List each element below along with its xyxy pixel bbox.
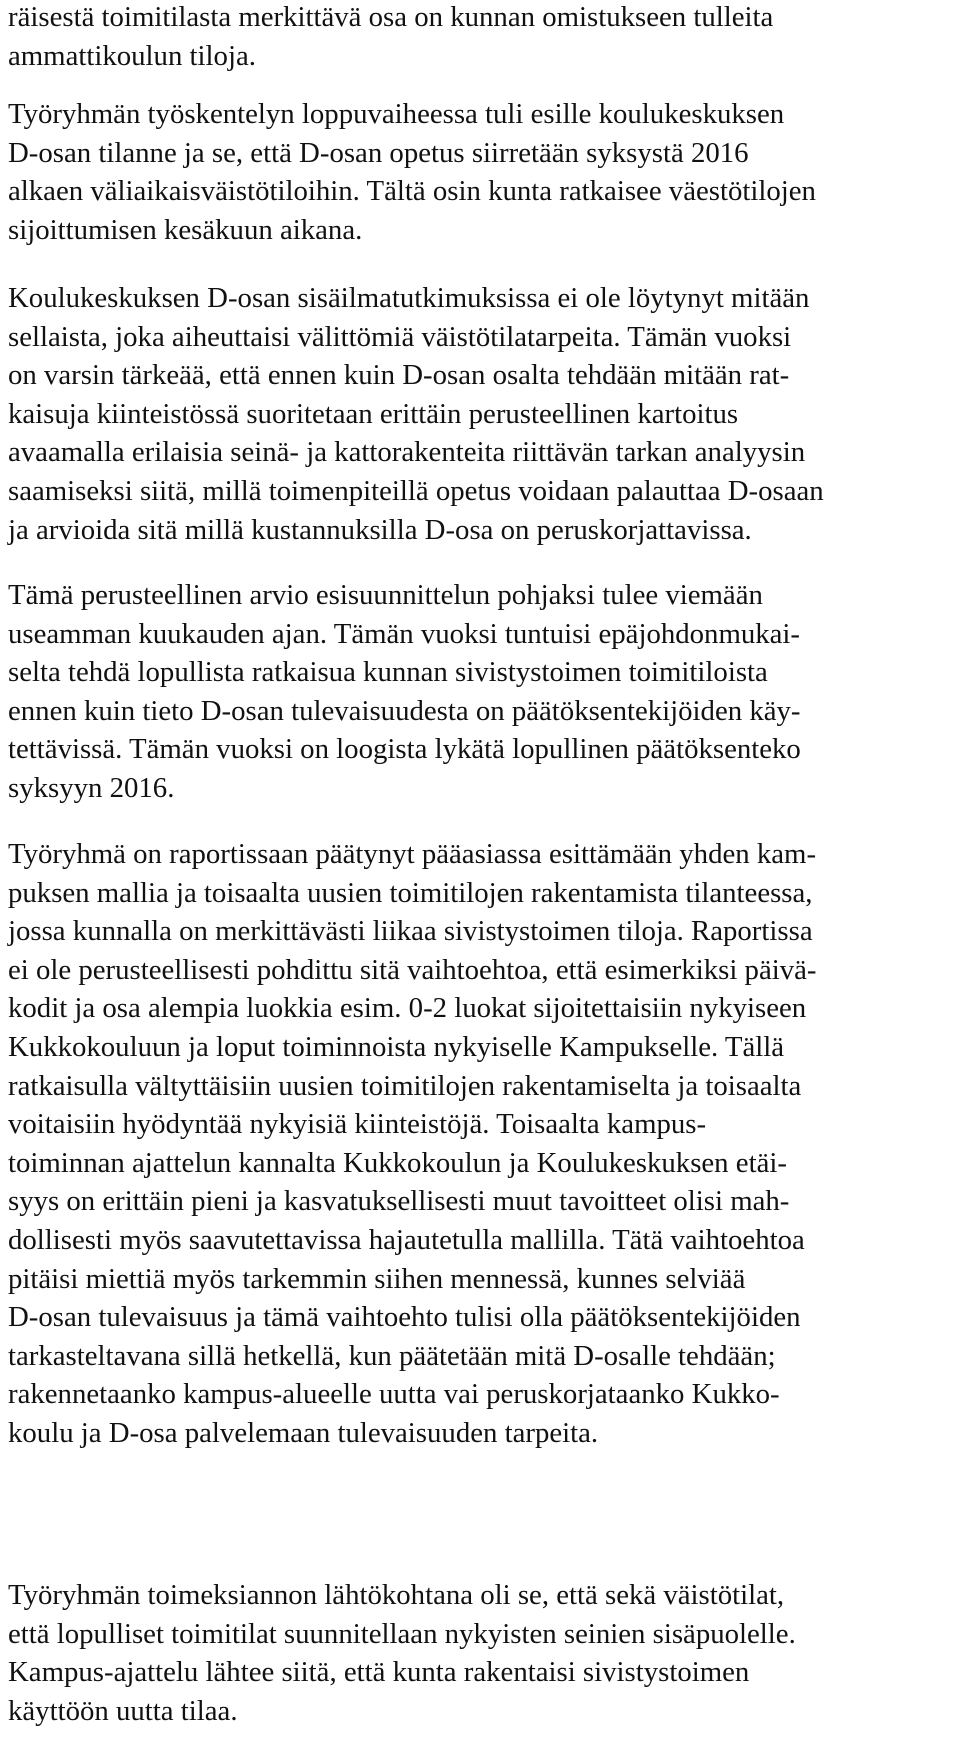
text-line: Koulukeskuksen D-osan sisäilmatutkimuksissa ei ole löytynyt mitään	[8, 282, 810, 314]
text-line: puksen mallia ja toisaalta uusien toimitilojen rakentamista tilanteessa,	[8, 876, 813, 909]
text-line: Tämä perusteellinen arvio esisuunnittelun pohjaksi tulee viemään	[8, 579, 763, 611]
text-line: Työryhmän työskentelyn loppuvaiheessa tuli esille koulukeskuksen	[8, 98, 785, 130]
text-line: Kampus-ajattelu lähtee siitä, että kunta rakentaisi sivistystoimen	[8, 1656, 750, 1689]
text-line: Työryhmä on raportissaan päätynyt pääasiassa esittämään yhden kam-	[8, 838, 817, 870]
text-line: jossa kunnalla on merkittävästi liikaa sivistystoimen tiloja. Raportissa	[8, 915, 813, 948]
paragraph-2	[8, 95, 952, 249]
text-line: käyttöön uutta tilaa.	[8, 1694, 238, 1727]
text-line: syys on erittäin pieni ja kasvatuksellisesti muut tavoitteet olisi mah-	[8, 1185, 790, 1218]
text-line: ei ole perusteellisesti pohdittu sitä vaihtoehtoa, että esimerkiksi päivä-	[8, 953, 817, 986]
text-line: sellaista, joka aiheuttaisi välittömiä väistötilatarpeita. Tämän vuoksi	[8, 320, 792, 353]
text-line: ja arvioida sitä millä kustannuksilla D-osa on peruskorjattavissa.	[8, 513, 752, 546]
text-line: voitaisiin hyödyntää nykyisiä kiinteistöjä. Toisaalta kampus-	[8, 1108, 707, 1141]
text-line: että lopulliset toimitilat suunnitellaan nykyisten seinien sisäpuolelle.	[8, 1617, 796, 1650]
text-line: rakennetaanko kampus-alueelle uutta vai peruskorjataanko Kukko-	[8, 1378, 780, 1411]
paragraph-6	[8, 1576, 952, 1730]
text-line: selta tehdä lopullista ratkaisua kunnan sivistystoimen toimitiloista	[8, 656, 768, 689]
text-line: on varsin tärkeää, että ennen kuin D-osan osalta tehdään mitään rat-	[8, 359, 790, 392]
text-line: ammattikoulun tiloja.	[8, 39, 256, 72]
text-line: kodit ja osa alempia luokkia esim. 0-2 luokat sijoitettaisiin nykyiseen	[8, 992, 807, 1025]
text-line: syksyyn 2016.	[8, 771, 175, 804]
text-line: räisestä toimitilasta merkittävä osa on kunnan omistukseen tulleita	[8, 1, 774, 33]
paragraph-1	[8, 0, 952, 75]
text-line: avaamalla erilaisia seinä- ja kattorakenteita riittävän tarkan analyysin	[8, 436, 806, 469]
text-line: Kukkokouluun ja loput toiminnoista nykyiselle Kampukselle. Tällä	[8, 1030, 785, 1063]
text-line: tarkasteltavana sillä hetkellä, kun päätetään mitä D-osalle tehdään;	[8, 1339, 776, 1372]
text-line: toiminnan ajattelun kannalta Kukkokoulun ja Koulukeskuksen etäi-	[8, 1146, 787, 1179]
text-line: saamiseksi siitä, millä toimenpiteillä opetus voidaan palauttaa D-osaan	[8, 474, 824, 507]
paragraph-5	[8, 835, 952, 1453]
text-line: D-osan tulevaisuus ja tämä vaihtoehto tulisi olla päätöksentekijöiden	[8, 1301, 801, 1334]
text-line: dollisesti myös saavutettavissa hajautetulla mallilla. Tätä vaihtoehtoa	[8, 1223, 805, 1256]
text-line: ratkaisulla vältyttäisiin uusien toimitilojen rakentamiselta ja toisaalta	[8, 1069, 802, 1102]
text-line: D-osan tilanne ja se, että D-osan opetus siirretään syksystä 2016	[8, 136, 749, 169]
text-line: kaisuja kiinteistössä suoritetaan erittäin perusteellinen kartoitus	[8, 397, 739, 430]
text-line: useamman kuukauden ajan. Tämän vuoksi tuntuisi epäjohdonmukai-	[8, 617, 801, 650]
text-line: ennen kuin tieto D-osan tulevaisuudesta on päätöksentekijöiden käy-	[8, 694, 801, 727]
text-line: pitäisi miettiä myös tarkemmin siihen mennessä, kunnes selviää	[8, 1262, 746, 1295]
paragraph-3	[8, 279, 952, 549]
text-line: alkaen väliaikaisväistötiloihin. Tältä osin kunta ratkaisee väestötilojen	[8, 175, 816, 208]
text-line: koulu ja D-osa palvelemaan tulevaisuuden tarpeita.	[8, 1416, 599, 1449]
text-line: Työryhmän toimeksiannon lähtökohtana oli se, että sekä väistötilat,	[8, 1579, 785, 1611]
paragraph-4	[8, 576, 952, 808]
text-line: sijoittumisen kesäkuun aikana.	[8, 213, 363, 246]
text-line: tettävissä. Tämän vuoksi on loogista lykätä lopullinen päätöksenteko	[8, 733, 801, 766]
